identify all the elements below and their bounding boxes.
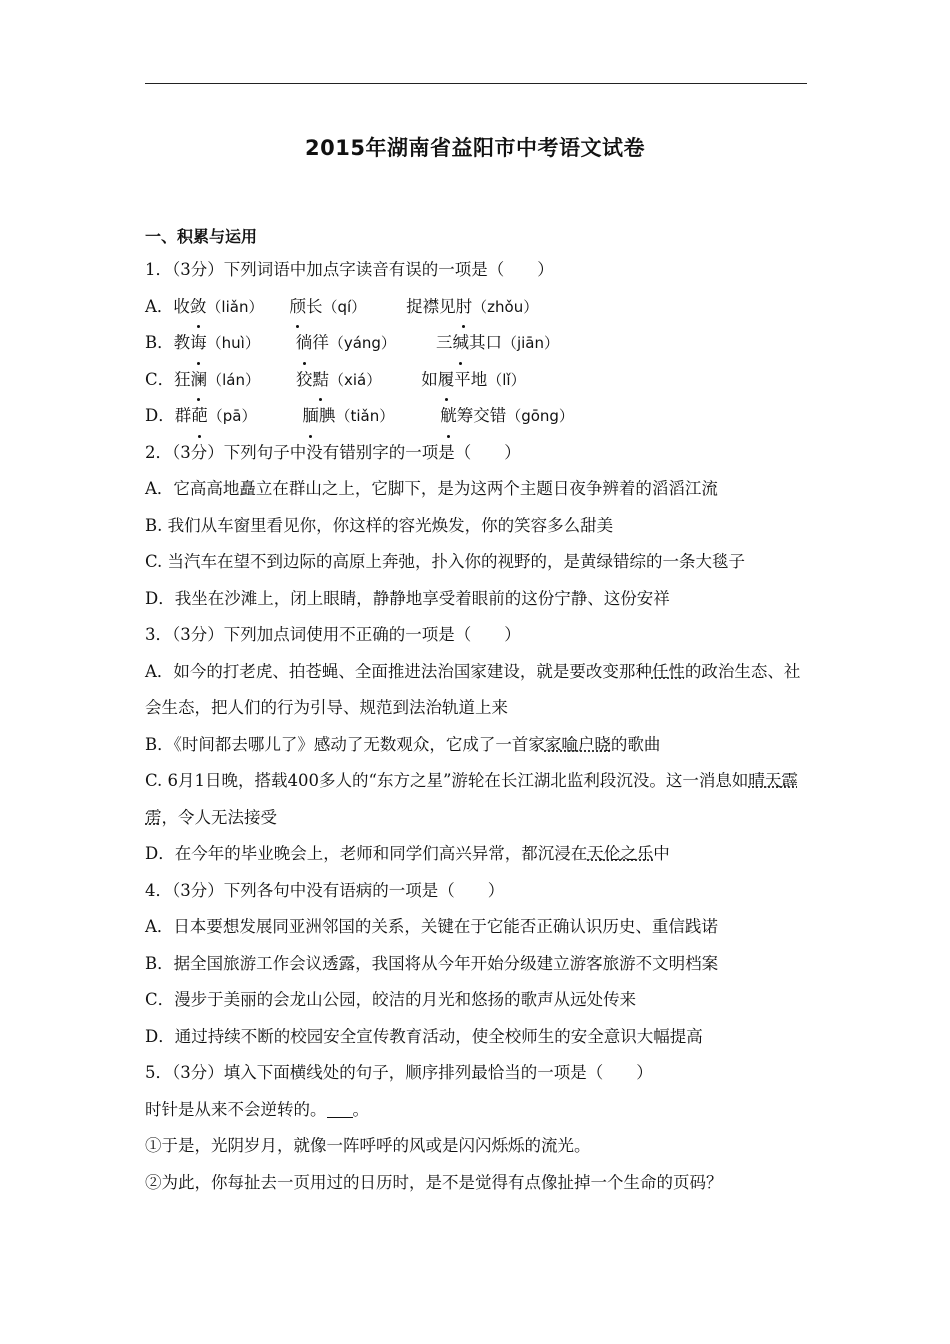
dotted-char: 诲: [190, 325, 207, 362]
dotted-char: 腼: [302, 398, 319, 435]
q1-option-a: A．收敛（liǎn） 颀长（qí） 捉襟见肘（zhǒu）: [145, 289, 810, 326]
q3-option-b: B．《时间都去哪儿了》感动了无数观众，它成了一首家家喻户晓的歌曲: [145, 734, 661, 754]
page-title: 2015年湖南省益阳市中考语文试卷: [305, 136, 645, 160]
dotted-char: 履: [438, 362, 455, 399]
q1-option-c: C．狂澜（lán） 狡黠（xiá） 如履平地（lǐ）: [145, 362, 810, 399]
q4-option-a: A．日本要想发展同亚洲邻国的关系，关键在于它能否正确认识历史、重信践诺: [145, 917, 718, 936]
dotted-char: 觥: [440, 398, 457, 435]
q2-option-c: C. 当汽车在望不到边际的高原上奔弛，扑入你的视野的，是黄绿错综的一条大毯子: [145, 552, 746, 571]
q3-option-d: D．在今年的毕业晚会上，老师和同学们高兴异常，都沉浸在天伦之乐中: [145, 844, 670, 863]
q5-sentence-1: ①于是，光阴岁月，就像一阵呼呼的风或是闪闪烁烁的流光。: [145, 1136, 591, 1155]
q2-option-d: D．我坐在沙滩上，闭上眼睛，静静地享受着眼前的这份宁静、这份安祥: [145, 588, 670, 608]
q2-option-a: A．它高高地矗立在群山之上，它脚下，是为这两个主题日夜争辨着的滔滔江流: [145, 479, 718, 498]
dotted-word: 晴天霹雳: [145, 771, 798, 827]
fill-blank: [327, 1101, 353, 1118]
q5-lead: 时针是从来不会逆转的。 。: [145, 1099, 369, 1119]
dotted-char: 缄: [452, 325, 469, 362]
q5-sentence-2: ②为此，你每扯去一页用过的日历时，是不是觉得有点像扯掉一个生命的页码？: [145, 1172, 723, 1192]
header-rule: [145, 83, 807, 84]
question-4-stem: 4．（3分）下列各句中没有语病的一项是（ ）: [145, 880, 505, 900]
q4-option-d: D．通过持续不断的校园安全宣传教育活动，使全校师生的安全意识大幅提高: [145, 1026, 703, 1046]
dotted-word: 任性: [651, 661, 685, 681]
q1-option-d: D．群葩（pā） 腼腆（tiǎn） 觥筹交错（gōng）: [145, 398, 810, 435]
question-1-stem: 1．（3分）下列词语中加点字读音有误的一项是（ ）: [145, 260, 554, 279]
q4-option-b: B．据全国旅游工作会议透露，我国将从今年开始分级建立游客旅游不文明档案: [145, 953, 719, 973]
q3-option-a: A．如今的打老虎、拍苍蝇、全面推进法治国家建设，就是要改变那种任性的政治生态、社会生态，把人们的行为引导、规范到法治轨道上来: [145, 661, 801, 717]
q1-option-b: B．教诲（huì） 徜徉（yáng） 三缄其口（jiān）: [145, 325, 810, 362]
question-3-stem: 3．（3分）下列加点词使用不正确的一项是（ ）: [145, 625, 521, 644]
dotted-char: 肘: [456, 289, 473, 326]
question-5-stem: 5．（3分）填入下面横线处的句子，顺序排列最恰当的一项是（ ）: [145, 1063, 653, 1082]
dotted-char: 黠: [313, 362, 330, 399]
question-2-stem: 2．（3分）下列句子中没有错别字的一项是（ ）: [145, 442, 521, 462]
dotted-char: 敛: [190, 289, 207, 326]
q4-option-c: C．漫步于美丽的会龙山公园，皎洁的月光和悠扬的歌声从远处传来: [145, 990, 637, 1009]
q2-option-b: B. 我们从车窗里看见你，你这样的容光焕发，你的笑容多么甜美: [145, 515, 614, 535]
dotted-word: 天伦之乐: [587, 844, 654, 863]
section-heading: 一、积累与运用: [145, 227, 258, 246]
q3-option-c: C. 6月1日晚，搭载400多人的“东方之星”游轮在长江湖北监利段沉没。这一消息如晴天霹雳，令人无法接受: [145, 771, 798, 827]
dotted-char: 颀: [289, 289, 306, 326]
dotted-word: 家喻户晓: [544, 734, 611, 754]
exam-content: [145, 252, 810, 1201]
dotted-char: 澜: [191, 362, 208, 399]
dotted-char: 徜: [296, 325, 313, 362]
dotted-char: 葩: [191, 398, 208, 435]
